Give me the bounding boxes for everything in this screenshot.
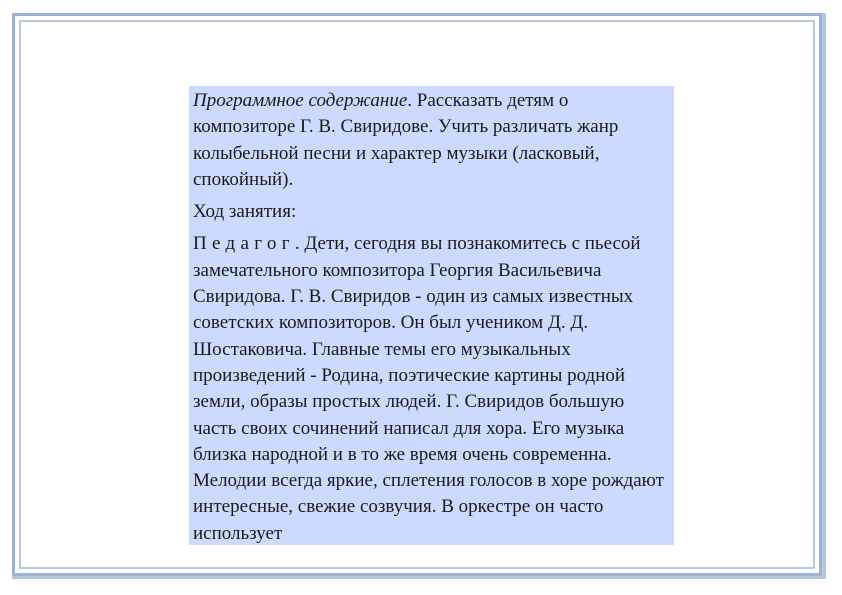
lesson-heading: Ход занятия: — [193, 201, 297, 223]
text-block — [189, 86, 674, 545]
slide-border-shadow-bottom — [12, 576, 826, 579]
speech-paragraph — [193, 231, 670, 545]
program-text: . Рассказать детям о композиторе Г. В. Свиридове. Учить различать жанр колыбельной песни и характер музыки (ласковый, спокойный). — [193, 90, 619, 190]
program-paragraph — [193, 88, 670, 193]
program-label: Программное содержание — [193, 90, 408, 111]
slide-border-shadow-right — [822, 13, 826, 579]
speaker-suffix: . — [294, 233, 300, 255]
speaker-label: Педагог — [193, 233, 295, 255]
speech-text: Дети, сегодня вы познакомитесь с пьесой замечательного композитора Георгия Васильевича Свиридова. Г. В. Свиридов - один из самых известных советских композиторов. Он был учеником Д. Д. Шостаковича. Главные темы его музыкальных произведений - Родина, поэтические картины родной земли, образы простых людей. Г. Свиридов большую часть своих сочинений написал для хора. Его музыка близка народной и в то же время очень современна. Мелодии всегда яркие, сплетения голосов в хоре рождают интересные, свежие созвучия. В оркестре он часто использует — [193, 233, 664, 544]
